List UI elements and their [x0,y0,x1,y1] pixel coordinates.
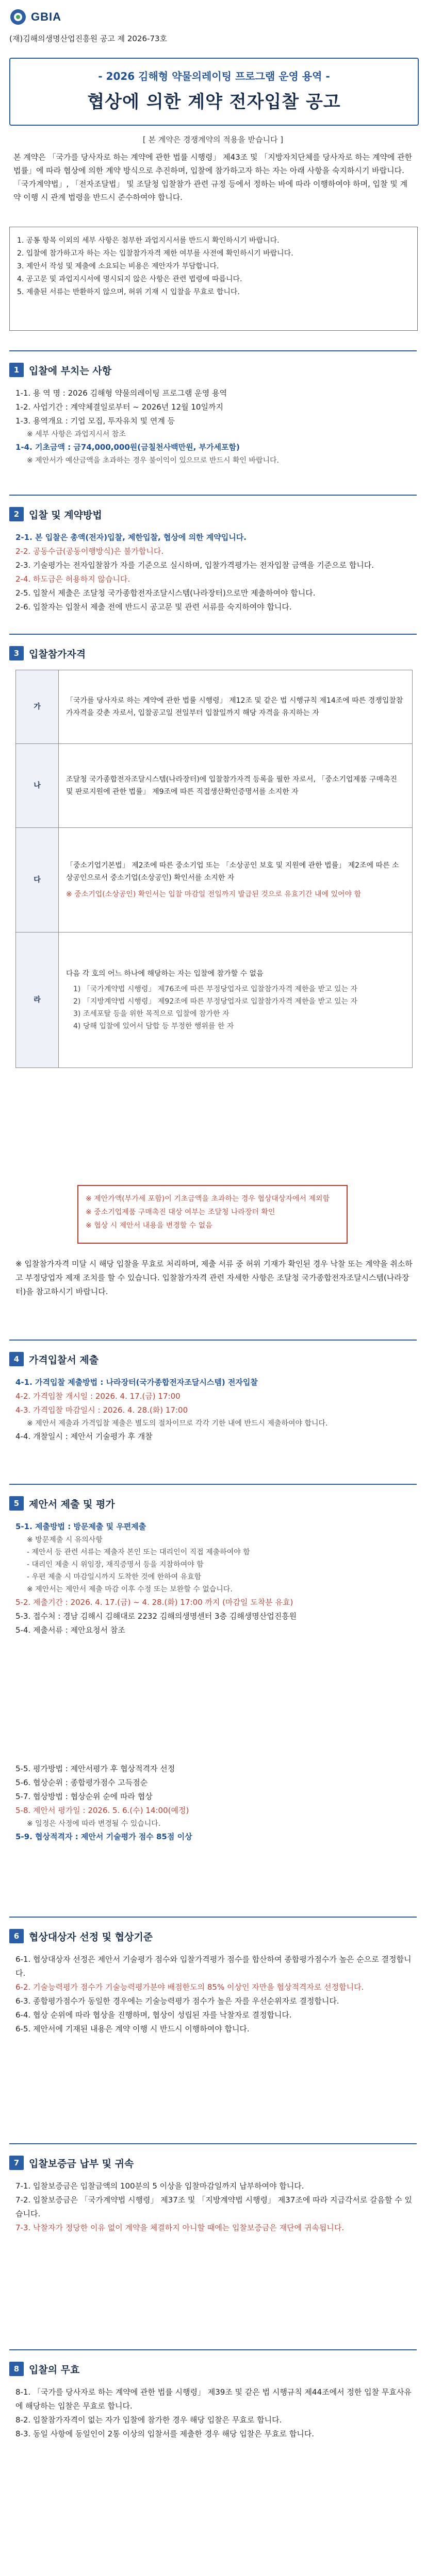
row-subitem: 4) 당해 입찰에 있어서 담합 등 부정한 행위를 한 자 [73,1022,234,1030]
outline-list [17,234,409,299]
warning-line: ※ 협상 시 제안서 내용을 변경할 수 없음 [86,1222,212,1230]
section-line: 6-2. 기술능력평가 점수가 기술능력평가분야 배점한도의 85% 이상인 자만을 협상적격자로 선정합니다. [15,1982,364,1992]
notice-number: (재)김해의생명산업진흥원 공고 제 2026-73호 [9,34,168,43]
row-text: 다음 각 호의 어느 하나에 해당하는 자는 입찰에 참가할 수 없음 [66,970,264,978]
section-line: 5-2. 제출기간 : 2026. 4. 17.(금) ~ 4. 28.(화) 17:00 까지 (마감일 도착분 유효) [15,1598,293,1607]
section-divider [9,2143,417,2144]
section-number: 5 [9,1496,24,1511]
section-line: 7-1. 입찰보증금은 입찰금액의 100분의 5 이상을 입찰마감일까지 납부하여야 합니다. [15,2181,304,2191]
row-text: 「중소기업기본법」 제2조에 따른 중소기업 또는 「소상공인 보호 및 지원에 관한 법률」 제2조에 따른 소상공인으로서 중소기업(소상공인) 확인서를 소지한 자 [66,861,399,882]
section-line: 4-2. 가격입찰 개시일 : 2026. 4. 17.(금) 17:00 [15,1392,181,1401]
intro-tag: [ 본 계약은 경쟁계약의 적용을 받습니다 ] [142,135,284,144]
section-line: 1-2. 사업기간 : 계약체결일로부터 ~ 2026년 12월 10일까지 [15,402,223,412]
section-5-body [15,1520,413,1637]
section-title: 협상대상자 선정 및 협상기준 [29,1931,153,1943]
section-4-heading [9,1350,99,1368]
section-title: 가격입찰서 제출 [29,1354,99,1366]
section-2-heading [9,505,102,523]
outline-line: 5. 제출된 서류는 반환하지 않으며, 허위 기재 시 입찰을 무효로 합니다. [17,288,240,296]
section-line: 5-4. 제출서류 : 제안요청서 참조 [15,1625,125,1635]
section-warning: ※ 제안서는 제안서 제출 마감 이후 수정 또는 보완할 수 없습니다. [27,1585,233,1594]
section-6-heading [9,1927,153,1945]
section-8-body [15,2385,413,2441]
section-note: - 대리인 제출 시 위임장, 재직증명서 등을 지참하여야 함 [27,1561,204,1569]
outline-box [9,227,418,331]
section-line: 2-6. 입찰자는 입찰서 제출 전에 반드시 공고문 및 관련 서류를 숙지하여야 합니다. [15,602,292,612]
section-divider [9,634,417,635]
section-warning: ※ 제안서 제출과 가격입찰 제출은 별도의 절차이므로 각각 기한 내에 반드시 제출하여야 합니다. [27,1419,328,1428]
section-title: 입찰참가자격 [29,648,86,660]
row-sublist [66,983,405,1032]
section-note: - 우편 제출 시 마감일시까지 도착한 것에 한하여 유효함 [27,1573,202,1581]
section-8-heading [9,2360,79,2378]
section-note: ※ 입찰참가자격 미달 시 해당 입찰을 무효로 처리하며, 제출 서류 중 허위 기재가 확인된 경우 낙찰 또는 계약을 취소하고 부정당업자 제재 조치를 할 수 있습니다. 입찰참가자격 관련 자세한 사항은 조달청 국가종합전자조달시스템(나라장터)을 참고하시기 바랍니다. [15,1259,413,1296]
section-line: 8-2. 입찰참가자격이 없는 자가 입찰에 참가한 경우 해당 입찰은 무효로 합니다. [15,2415,282,2425]
section-line: 5-7. 협상방법 : 협상순위 순에 따라 협상 [15,1792,153,1801]
row-key: 나 [16,744,59,828]
row-value [59,933,413,1068]
warning-line: ※ 제안가액(부가세 포함)이 기초금액을 초과하는 경우 협상대상자에서 제외함 [86,1195,330,1203]
section-line: 4-1. 가격입찰 제출방법 : 나라장터(국가종합전자조달시스템) 전자입찰 [15,1378,258,1387]
section-line: 6-3. 종합평가점수가 동일한 경우에는 기술능력평가 점수가 높은 자를 우선순위자로 결정합니다. [15,1996,339,2006]
section-note: ※ 일정은 사정에 따라 변경될 수 있습니다. [27,1820,161,1828]
section-line: 6-5. 제안서에 기재된 내용은 계약 이행 시 반드시 이행하여야 합니다. [15,2024,250,2033]
section-number: 6 [9,1929,24,1943]
warning-box-text [86,1192,338,1232]
base-amount: 1-4. 기초금액 : 금74,000,000원(금칠천사백만원, 부가세포함) [15,443,240,452]
logo-mark-icon [9,8,27,26]
section-warning: ※ 제안서가 예산금액을 초과하는 경우 불이익이 있으므로 반드시 확인 바랍니다. [27,456,279,465]
section-line: 5-5. 평가방법 : 제안서평가 후 협상적격자 선정 [15,1764,175,1773]
section-line: 5-9. 협상적격자 : 제안서 기술평가 점수 85점 이상 [15,1832,192,1841]
section-5-body-2 [15,1762,413,1844]
row-key: 가 [16,670,59,744]
section-line: 2-4. 하도급은 허용하지 않습니다. [15,574,130,584]
section-5-heading [9,1494,115,1513]
page-title: 협상에 의한 계약 전자입찰 공고 [87,92,341,112]
outline-line: 1. 공통 항목 이외의 세부 사항은 첨부한 과업지시서를 반드시 확인하시기 바랍니다. [17,236,280,245]
outline-line: 4. 공고문 및 과업지시서에 명시되지 않은 사항은 관련 법령에 따릅니다. [17,275,242,283]
table-row [16,933,413,1068]
outline-line: 3. 제안서 작성 및 제출에 소요되는 비용은 제안자가 부담합니다. [17,262,219,270]
section-note: - 제안서 등 관련 서류는 제출자 본인 또는 대리인이 직접 제출하여야 함 [27,1548,250,1556]
section-number: 1 [9,363,24,377]
section-line: 6-1. 협상대상자 선정은 제안서 기술평가 점수와 입찰가격평가 점수를 합산하여 종합평가점수가 높은 순으로 결정합니다. [15,1955,412,1978]
row-value [59,828,413,933]
section-title: 입찰보증금 납부 및 귀속 [29,2158,134,2170]
row-subitem: 3) 조세포탈 등을 위한 목적으로 입찰에 참가한 자 [73,1010,230,1018]
section-3-heading [9,644,86,663]
section-line: 1-1. 용 역 명 : 2026 김해형 약물의레이팅 프로그램 운영 용역 [15,388,227,398]
section-number: 2 [9,507,24,521]
table-row [16,670,413,744]
row-key: 라 [16,933,59,1068]
row-value: 조달청 국가종합전자조달시스템(나라장터)에 입찰참가자격 등록을 필한 자로서, 「중소기업제품 구매촉진 및 판로지원에 관한 법률」 제9조에 따른 직접생산확인증명서를 소지한 자 [59,744,413,828]
section-divider [9,1484,417,1485]
row-value: 「국가를 당사자로 하는 계약에 관한 법률 시행령」 제12조 및 같은 법 시행규칙 제14조에 따른 경쟁입찰참가자격을 갖춘 자로서, 입찰공고일 전일부터 입찰일까지 해당 자격을 유지하는 자 [59,670,413,744]
section-1-heading [9,361,111,379]
section-divider [9,350,417,351]
section-line: 8-1. 「국가를 당사자로 하는 계약에 관한 법률 시행령」 제39조 및 같은 법 시행규칙 제44조에서 정한 입찰 무효사유에 해당하는 입찰은 무효로 합니다. [15,2387,412,2411]
row-key: 다 [16,828,59,933]
table-row [16,744,413,828]
section-2-body [15,531,413,614]
section-line: 2-5. 입찰서 제출은 조달청 국가종합전자조달시스템(나라장터)으로만 제출하여야 합니다. [15,588,316,598]
section-7-heading [9,2154,134,2172]
section-line: 6-4. 협상 순위에 따라 협상을 진행하며, 협상이 성립된 자를 낙찰자로 결정합니다. [15,2010,292,2020]
section-line: 7-3. 낙찰자가 정당한 이유 없이 계약을 체결하지 아니할 때에는 입찰보증금은 재단에 귀속됩니다. [15,2223,345,2232]
section-title: 입찰에 부치는 사항 [29,365,112,377]
section-7-body [15,2179,413,2235]
section-line: 7-2. 입찰보증금은 「국가계약법 시행령」 제37조 및 「지방계약법 시행령」 제37조에 따라 지급각서로 갈음할 수 있습니다. [15,2195,413,2218]
section-line: 4-4. 개찰일시 : 제안서 기술평가 후 개찰 [15,1432,153,1441]
section-title: 제안서 제출 및 평가 [29,1498,115,1510]
section-1-body [15,386,413,467]
section-number: 4 [9,1352,24,1366]
title-box [9,58,419,126]
section-line: 4-3. 가격입찰 마감일시 : 2026. 4. 28.(화) 17:00 [15,1405,188,1415]
section-line: 2-2. 공동수급(공동이행방식)은 불가합니다. [15,547,164,556]
section-divider [9,1340,417,1341]
section-line: 5-1. 제출방법 : 방문제출 및 우편제출 [15,1522,146,1531]
section-6-body [15,1953,413,2036]
outline-line: 2. 입찰에 참가하고자 하는 자는 입찰참가자격 제한 여부를 사전에 확인하시기 바랍니다. [17,249,293,258]
section-line: 5-6. 협상순위 : 종합평가점수 고득점순 [15,1778,148,1787]
section-number: 3 [9,646,24,660]
section-line: 2-1. 본 입찰은 총액(전자)입찰, 제한입찰, 협상에 의한 계약입니다. [15,533,247,542]
section-4-body [15,1376,413,1444]
section-line: 2-3. 기술평가는 전자입찰참가 자를 기준으로 실시하며, 입찰가격평가는 전자입찰 금액을 기준으로 합니다. [15,561,374,570]
section-line: 5-8. 제안서 평가일 : 2026. 5. 6.(수) 14:00(예정) [15,1806,189,1815]
eligibility-table [15,670,413,1068]
section-title: 입찰 및 계약방법 [29,509,102,521]
section-number: 8 [9,2362,24,2376]
logo-text: GBIA [31,10,61,23]
section-3-note [15,1257,413,1299]
section-number: 7 [9,2156,24,2170]
intro-text: 본 계약은 「국가를 당사자로 하는 계약에 관한 법률 시행령」 제43조 및 「지방자치단체를 당사자로 하는 계약에 관한 법률」에 따라 협상에 의한 계약 방식으로 추진하며, 입찰에 참가하고자 하는 자는 아래 사항을 숙지하시기 바랍니다. 「국가계약법」, 「전자조달법」 및 조달청 입찰참가 관련 규정 등에서 정하는 바에 따라 이행하여야 하며, 입찰 및 계약 이행 시 관계 법령을 반드시 준수하여야 합니다. [13,152,413,202]
warning-box [77,1185,348,1244]
table-row [16,828,413,933]
section-divider [9,1917,417,1918]
section-line: 5-3. 접수처 : 경남 김해시 김해대로 2232 김해의생명센터 3층 김해생명산업진흥원 [15,1612,297,1621]
warning-line: ※ 중소기업제품 구매촉진 대상 여부는 조달청 나라장터 확인 [86,1208,275,1216]
row-subitem: 2) 「지방계약법 시행령」 제92조에 따른 부정당업자로 입찰참가자격 제한을 받고 있는 자 [73,997,357,1006]
section-note: ※ 방문제출 시 유의사항 [27,1536,103,1544]
logo [9,8,61,26]
section-divider [9,495,417,496]
section-divider [9,2349,417,2350]
section-note: ※ 세부 사항은 과업지시서 참조 [27,430,126,438]
section-line: 1-3. 용역개요 : 기업 모집, 투자유치 및 연계 등 [15,416,175,426]
section-title: 입찰의 무효 [29,2364,80,2376]
row-subitem: 1) 「국가계약법 시행령」 제76조에 따른 부정당업자로 입찰참가자격 제한을 받고 있는 자 [73,985,357,993]
row-warning: ※ 중소기업(소상공인) 확인서는 입찰 마감일 전일까지 발급된 것으로 유효기간 내에 있어야 함 [66,890,361,899]
section-line: 8-3. 동일 사항에 동일인이 2통 이상의 입찰서를 제출한 경우 해당 입찰은 무효로 합니다. [15,2429,314,2438]
title-subtitle: - 2026 김해형 약물의레이팅 프로그램 운영 용역 - [98,70,330,82]
